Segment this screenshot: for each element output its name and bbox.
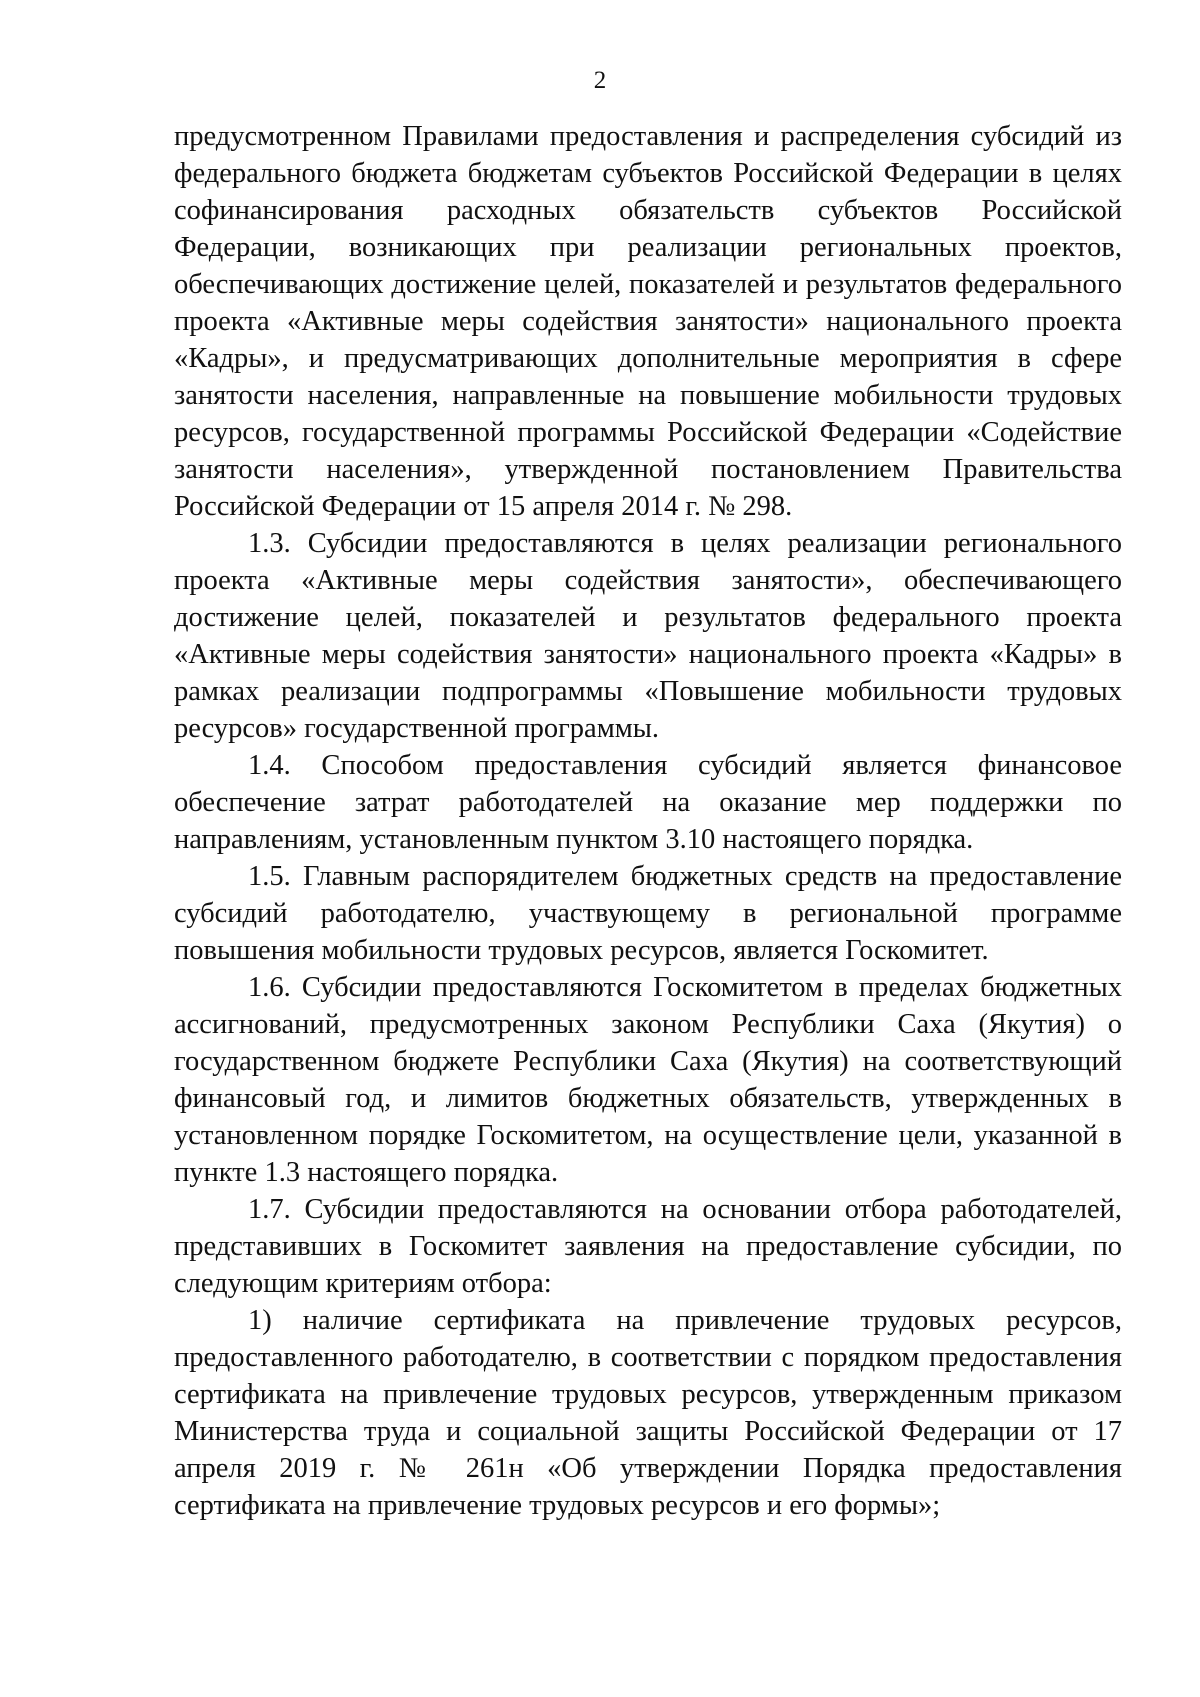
page-number: 2: [593, 67, 607, 94]
document-body: [174, 118, 1122, 1524]
paragraph-1-3: 1.3. Субсидии предоставляются в целях реализации регионального проекта «Активные меры содействия занятости», обеспечивающего достижение целей, показателей и результатов федерального проекта «Активные меры содействия занятости» национального проекта «Кадры» в рамках реализации подпрограммы «Повышение мобильности трудовых ресурсов» государственной программы.: [174, 528, 1122, 744]
paragraph-1-7: 1.7. Субсидии предоставляются на основании отбора работодателей, представивших в Госкомитет заявления на предоставление субсидии, по следующим критериям отбора:: [174, 1194, 1122, 1299]
paragraph-1-5: 1.5. Главным распорядителем бюджетных средств на предоставление субсидий работодателю, участвующему в региональной программе повышения мобильности трудовых ресурсов, является Госкомитет.: [174, 861, 1122, 966]
paragraph-1-6: 1.6. Субсидии предоставляются Госкомитетом в пределах бюджетных ассигнований, предусмотренных законом Республики Саха (Якутия) о государственном бюджете Республики Саха (Якутия) на соответствующий финансовый год, и лимитов бюджетных обязательств, утвержденных в установленном порядке Госкомитетом, на осуществление цели, указанной в пункте 1.3 настоящего порядка.: [174, 972, 1122, 1188]
paragraph-1-4: 1.4. Способом предоставления субсидий является финансовое обеспечение затрат работодателей на оказание мер поддержки по направлениям, установленным пунктом 3.10 настоящего порядка.: [174, 750, 1122, 855]
list-item-1: 1) наличие сертификата на привлечение трудовых ресурсов, предоставленного работодателю, в соответствии с порядком предоставления сертификата на привлечение трудовых ресурсов, утвержденным приказом Министерства труда и социальной защиты Российской Федерации от 17 апреля 2019 г. № 261н «Об утверждении Порядка предоставления сертификата на привлечение трудовых ресурсов и его формы»;: [174, 1305, 1122, 1521]
paragraph-continuation: предусмотренном Правилами предоставления и распределения субсидий из федерального бюджета бюджетам субъектов Российской Федерации в целях софинансирования расходных обязательств субъектов Российской Федерации, возникающих при реализации региональных проектов, обеспечивающих достижение целей, показателей и результатов федерального проекта «Активные меры содействия занятости» национального проекта «Кадры», и предусматривающих дополнительные мероприятия в сфере занятости населения, направленные на повышение мобильности трудовых ресурсов, государственной программы Российской Федерации «Содействие занятости населения», утвержденной постановлением Правительства Российской Федерации от 15 апреля 2014 г. № 298.: [174, 121, 1122, 522]
